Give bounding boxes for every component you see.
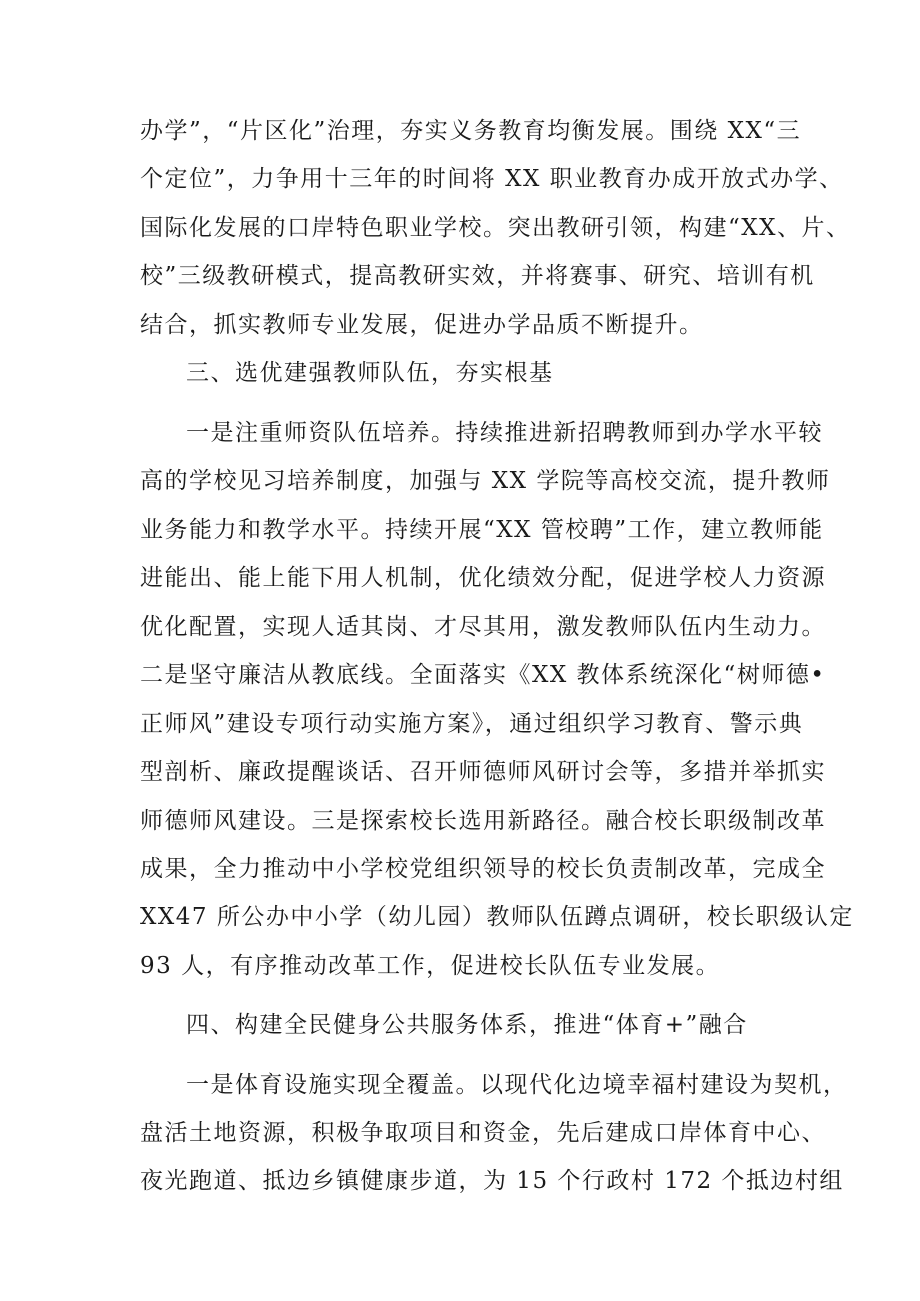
- text-line: 型剖析、廉政提醒谈话、召开师德师风研讨会等，多措并举抓实: [140, 759, 826, 785]
- text-line: 个定位”，力争用十三年的时间将 XX 职业教育办成开放式办学、: [140, 166, 844, 192]
- text-line: 国际化发展的口岸特色职业学校。突出教研引领，构建“XX、片、: [140, 215, 851, 241]
- section-heading: 四、构建全民健身公共服务体系，推进“体育+”融合: [186, 1012, 748, 1038]
- text-line: 一是注重师资队伍培养。持续推进新招聘教师到办学水平较: [186, 420, 823, 446]
- text-line: 二是坚守廉洁从教底线。全面落实《XX 教体系统深化“树师德•: [140, 662, 826, 688]
- text-line: 结合，抓实教师专业发展，促进办学品质不断提升。: [140, 312, 704, 338]
- text-line: 夜光跑道、抵边乡镇健康步道，为 15 个行政村 172 个抵边村组: [140, 1168, 844, 1194]
- text-line: 成果，全力推动中小学校党组织领导的校长负责制改革，完成全: [140, 856, 826, 882]
- text-line: 盘活土地资源，积极争取项目和资金，先后建成口岸体育中心、: [140, 1120, 826, 1146]
- text-line: 93 人，有序推动改革工作，促进校长队伍专业发展。: [140, 953, 721, 979]
- text-line: 业务能力和教学水平。持续开展“XX 管校聘”工作，建立教师能: [140, 517, 824, 543]
- section-heading: 三、选优建强教师队伍，夯实根基: [186, 360, 554, 386]
- text-line: 正师风”建设专项行动实施方案》，通过组织学习教育、警示典: [140, 711, 804, 737]
- text-line: 进能出、能上能下用人机制，优化绩效分配，促进学校人力资源: [140, 565, 826, 591]
- text-line: 高的学校见习培养制度，加强与 XX 学院等高校交流，提升教师: [140, 468, 831, 494]
- text-line: XX47 所公办中小学（幼儿园）教师队伍蹲点调研，校长职级认定: [140, 904, 854, 930]
- text-line: 校”三级教研模式，提高教研实效，并将赛事、研究、培训有机: [140, 263, 815, 289]
- text-line: 优化配置，实现人适其岗、才尽其用，激发教师队伍内生动力。: [140, 614, 826, 640]
- text-line: 办学”，“片区化”治理，夯实义务教育均衡发展。围绕 XX“三: [140, 118, 802, 144]
- text-line: 一是体育设施实现全覆盖。以现代化边境幸福村建设为契机，: [186, 1072, 848, 1098]
- text-line: 师德师风建设。三是探索校长选用新路径。融合校长职级制改革: [140, 808, 826, 834]
